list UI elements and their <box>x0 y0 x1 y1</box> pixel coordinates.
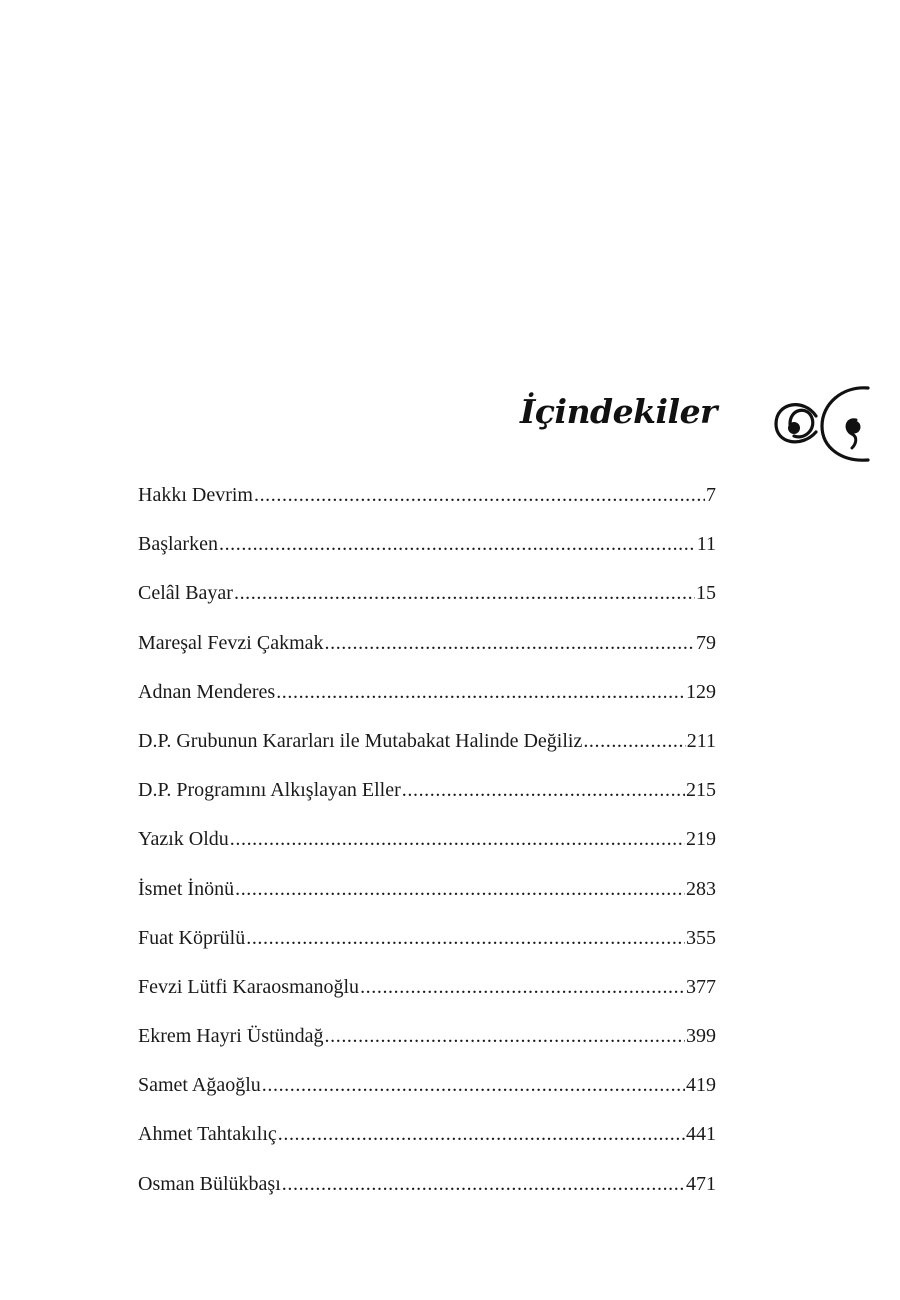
toc-entry <box>138 578 716 627</box>
toc-entry-page: 15 <box>696 582 716 605</box>
toc-entry-title: Adnan Menderes <box>138 680 276 703</box>
toc-entry-title: Ahmet Tahtakılıç <box>138 1123 277 1146</box>
toc-entry <box>138 677 716 726</box>
toc-entry <box>138 628 716 677</box>
toc-entry-page: 419 <box>686 1074 716 1097</box>
toc-entry <box>138 824 716 873</box>
toc-dot-leader <box>262 1070 685 1100</box>
toc-entry <box>138 775 716 824</box>
toc-entry-page: 377 <box>686 975 716 998</box>
toc-dot-leader <box>278 1119 685 1149</box>
toc-dot-leader <box>254 480 705 510</box>
toc-entry-title: Mareşal Fevzi Çakmak <box>138 631 324 654</box>
toc-entry-title: Fevzi Lütfi Karaosmanoğlu <box>138 975 360 998</box>
toc-entry-title: Fuat Köprülü <box>138 926 246 949</box>
toc-entry <box>138 1070 716 1119</box>
flourish-ornament-icon <box>760 382 870 466</box>
toc-dot-leader <box>325 628 696 658</box>
toc-entry-title: D.P. Programını Alkışlayan Eller <box>138 779 401 802</box>
toc-dot-leader <box>360 972 685 1002</box>
toc-entry-title: Samet Ağaoğlu <box>138 1074 261 1097</box>
toc-dot-leader <box>583 726 685 756</box>
toc-entry-title: İsmet İnönü <box>138 877 235 900</box>
toc-entry-page: 441 <box>686 1123 716 1146</box>
page-title: İçindekiler <box>520 392 717 431</box>
toc-entry <box>138 1119 716 1168</box>
toc-dot-leader <box>276 677 685 707</box>
toc-entry-page: 471 <box>686 1172 716 1195</box>
toc-entry-page: 7 <box>706 484 716 506</box>
toc-entry-title: Başlarken <box>138 533 218 556</box>
table-of-contents <box>138 480 716 1218</box>
toc-entry <box>138 480 716 529</box>
toc-entry-title: D.P. Grubunun Kararları ile Mutabakat Halinde Değiliz <box>138 729 583 752</box>
toc-entry-title: Yazık Oldu <box>138 828 229 851</box>
toc-dot-leader <box>246 923 685 953</box>
toc-entry-page: 283 <box>686 877 716 900</box>
toc-entry <box>138 972 716 1021</box>
toc-entry <box>138 1021 716 1070</box>
toc-dot-leader <box>235 874 685 904</box>
toc-entry-page: 129 <box>686 680 716 703</box>
toc-dot-leader <box>282 1169 685 1199</box>
toc-entry <box>138 874 716 923</box>
toc-dot-leader <box>219 529 696 559</box>
toc-entry <box>138 923 716 972</box>
toc-dot-leader <box>234 578 695 608</box>
toc-entry-page: 399 <box>686 1025 716 1048</box>
toc-entry-title: Celâl Bayar <box>138 582 233 605</box>
toc-entry <box>138 1169 716 1218</box>
toc-entry <box>138 529 716 578</box>
toc-entry-page: 79 <box>696 631 716 654</box>
toc-entry-page: 215 <box>686 779 716 802</box>
toc-entry-page: 11 <box>696 533 716 556</box>
toc-dot-leader <box>402 775 685 805</box>
toc-entry-title: Hakkı Devrim <box>138 484 253 506</box>
toc-dot-leader <box>325 1021 685 1051</box>
toc-entry-title: Osman Bülükbaşı <box>138 1172 281 1195</box>
toc-entry-page: 211 <box>686 729 716 752</box>
toc-dot-leader <box>230 824 685 854</box>
toc-entry-page: 355 <box>686 926 716 949</box>
toc-entry-page: 219 <box>686 828 716 851</box>
toc-entry <box>138 726 716 775</box>
toc-entry-title: Ekrem Hayri Üstündağ <box>138 1025 324 1048</box>
